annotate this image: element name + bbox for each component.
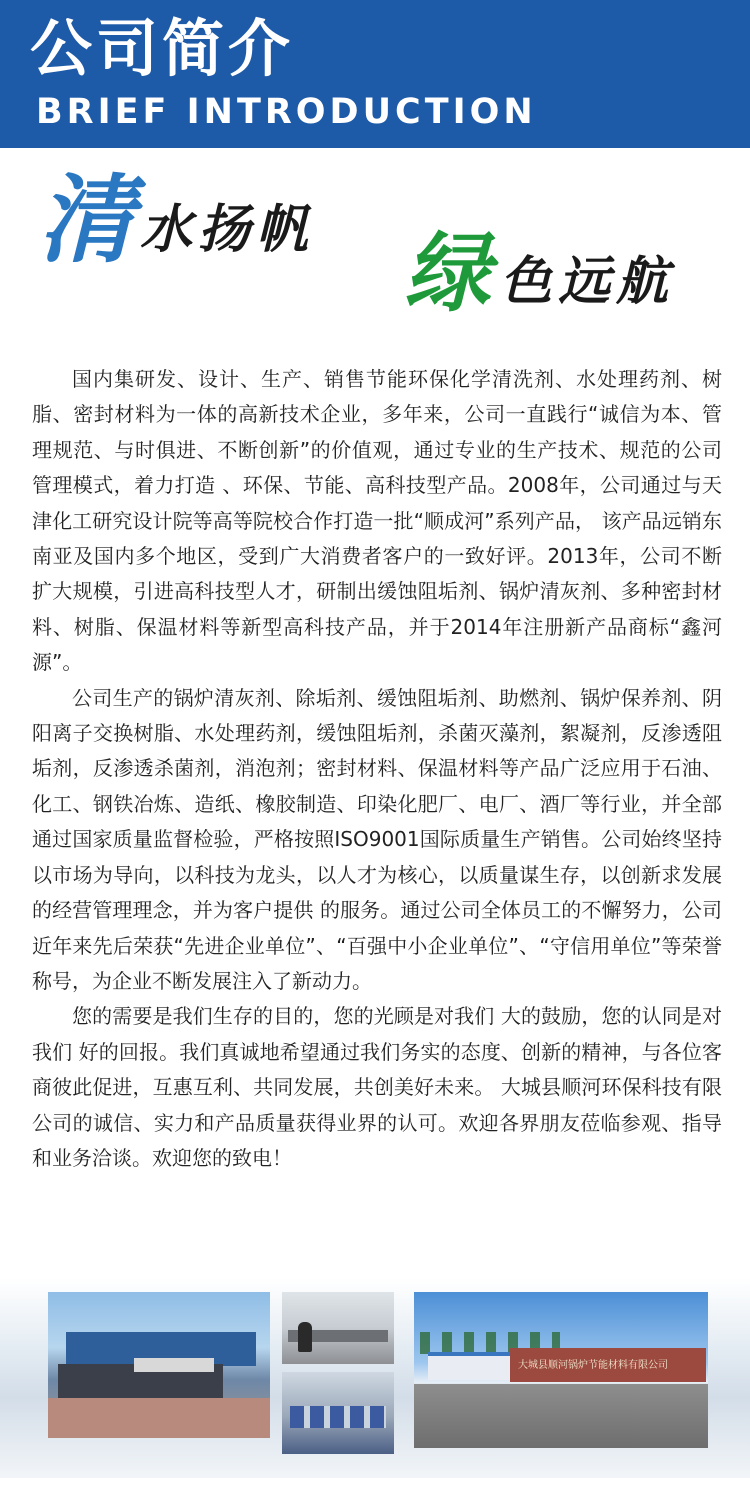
road [414,1384,708,1448]
warehouse-truck-photo [48,1292,270,1438]
slogan-right-rest: 色远航 [500,251,675,312]
page-title: 公司简介 [30,12,295,85]
slogan-left-rest: 水扬帆 [140,199,315,260]
factory-sign-text: 大城县顺河锅炉节能材料有限公司 [518,1360,668,1371]
intro-paragraph: 公司生产的锅炉清灰剂、除垢剂、缓蚀阻垢剂、助燃剂、锅炉保养剂、阴阳离子交换树脂、水处理药剂，缓蚀阻垢剂，杀菌灭藻剂，絮凝剂，反渗透阻垢剂，反渗透杀菌剂，消泡剂；密封材料、保温材料等产品广泛应用于石油、化工、钢铁冶炼、造纸、橡胶制造、印染化肥厂、电厂、酒厂等行业，并全部通过国家质量监督检验，严格按照ISO9001国际质量生产销售。公司始终坚持以市场为导向，以科技为龙头，以人才为核心，以质量谋生存，以创新求发展的经营管理理念，并为客户提供 的服务。通过公司全体员工的不懈努力，公司近年来先后荣获“先进企业单位”、“百强中小企业单位”、“守信用单位”等荣誉称号，为企业不断发展注入了新动力。 [32,685,722,993]
intro-text [32,362,722,1176]
laboratory-photo [282,1292,394,1364]
intro-paragraph: 您的需要是我们生存的目的，您的光顾是对我们 大的鼓励，您的认同是对我们 好的回报。我们真诚地希望通过我们务实的态度、创新的精神，与各位客商彼此促进，互惠互利、共同发展，共创美好未来。 大城县顺河环保科技有限公司的诚信、实力和产品质量获得业界的认可。欢迎各界朋友莅临参观、指导和业务洽谈。欢迎您的致电！ [32,1004,722,1170]
factory-gate-photo [414,1292,708,1448]
reaction-tanks [290,1406,386,1428]
page-subtitle: BRIEF INTRODUCTION [36,92,537,132]
truck-cargo [134,1358,214,1372]
yard-ground [48,1398,270,1438]
factory-gate [428,1352,514,1380]
header-banner [0,0,750,148]
slogan-right-char: 绿 [404,223,490,324]
slogan-left-char: 清 [38,163,134,276]
intro-paragraph: 国内集研发、设计、生产、销售节能环保化学清洗剂、水处理药剂、树脂、密封材料为一体的高新技术企业，多年来，公司一直践行“诚信为本、管理规范、与时俱进、不断创新”的价值观，通过专业的生产技术、规范的公司管理模式，着力打造 、环保、节能、高科技型产品。2008年，公司通过与天津化工研究设计院等高等院校合作打造一批“顺成河”系列产品， 该产品远销东南亚及国内多个地区，受到广大消费者客户的一致好评。2013年，公司不断扩大规模，引进高科技型人才，研制出缓蚀阻垢剂、锅炉清灰剂、多种密封材料、树脂、保温材料等新型高科技产品，并于2014年注册新产品商标“鑫河源”。 [32,367,722,675]
production-tanks-photo [282,1372,394,1454]
lab-worker [298,1322,312,1352]
